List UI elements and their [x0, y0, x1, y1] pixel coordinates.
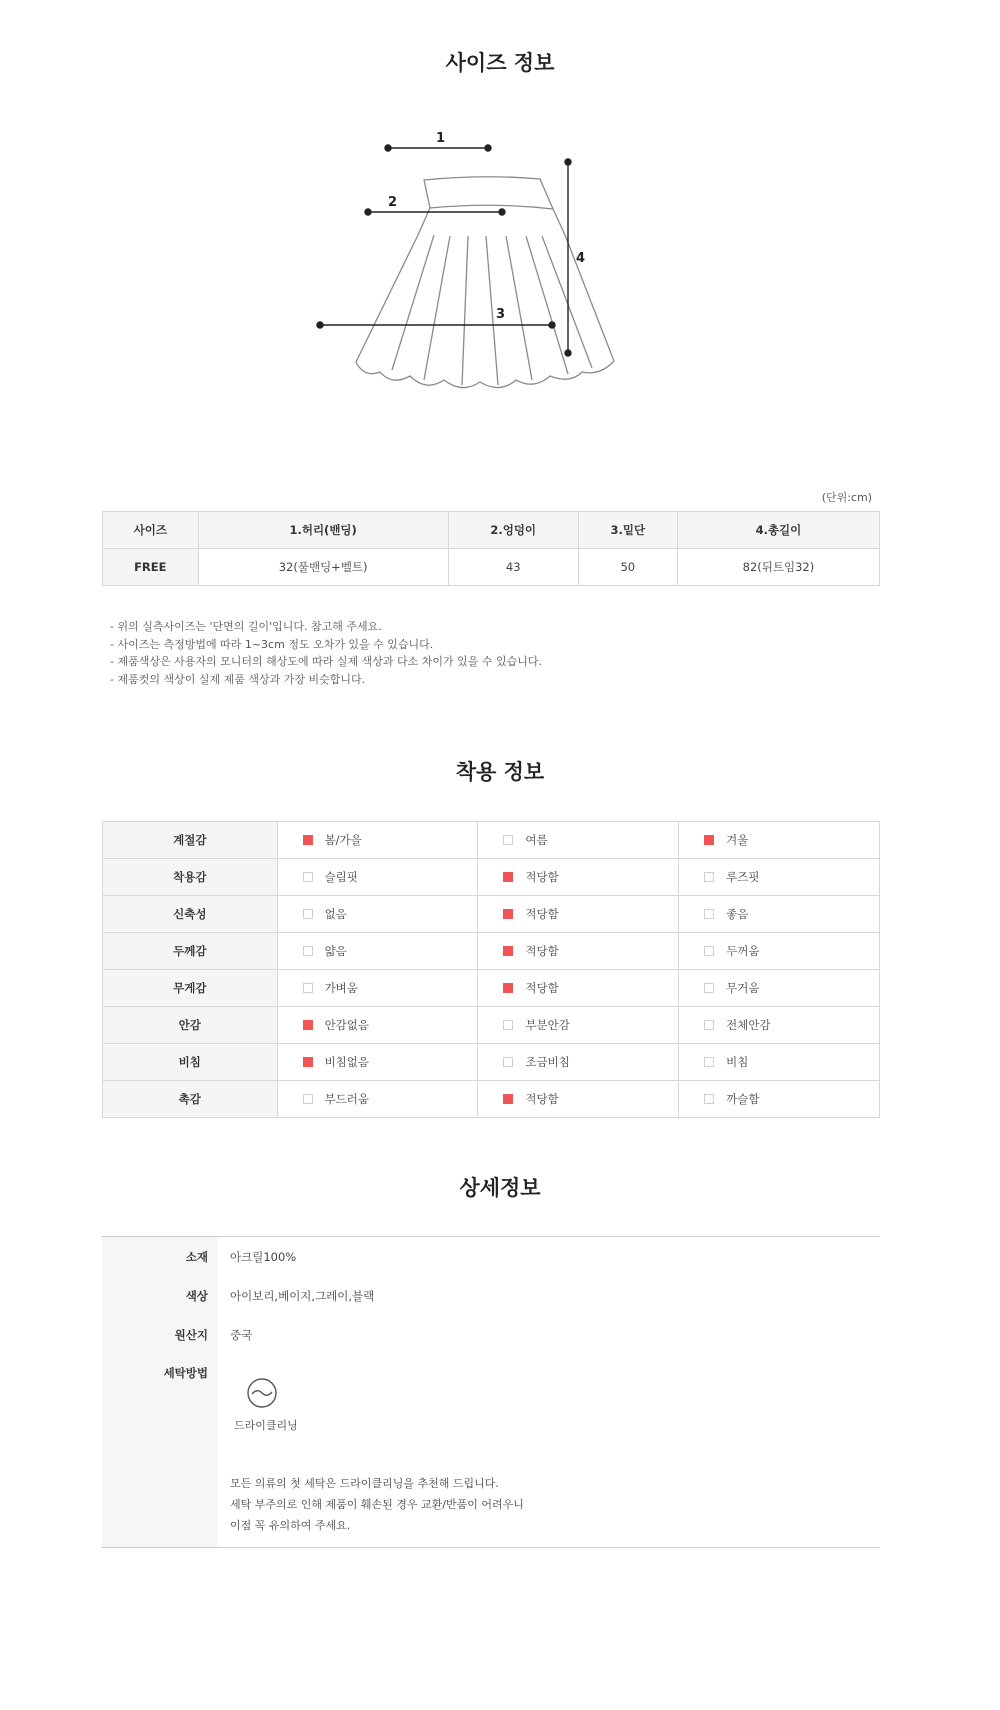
fit-option	[679, 896, 880, 933]
fit-option	[277, 1044, 478, 1081]
fit-option	[679, 933, 880, 970]
size-header-cell: 2.엉덩이	[448, 512, 578, 549]
measure-label-1: 1	[436, 131, 446, 146]
dry-cleaning-label: 드라이클리닝	[234, 1419, 298, 1432]
fit-option	[277, 859, 478, 896]
fit-option	[277, 1007, 478, 1044]
fit-category: 촉감	[103, 1081, 278, 1118]
fit-option-label: 적당함	[525, 907, 559, 921]
fit-row	[103, 822, 880, 859]
fit-option	[679, 1007, 880, 1044]
fit-option	[277, 970, 478, 1007]
unchecked-box-icon	[303, 946, 313, 956]
checked-box-icon	[503, 872, 513, 882]
checked-box-icon	[303, 1057, 313, 1067]
size-table	[102, 511, 880, 586]
checked-box-icon	[503, 1094, 513, 1104]
unchecked-box-icon	[503, 835, 513, 845]
measurement-lines	[317, 145, 571, 356]
color-value: 아이보리,베이지,그레이,블랙	[230, 1289, 375, 1303]
fit-option	[277, 1081, 478, 1118]
fit-option	[679, 970, 880, 1007]
fit-option-label: 비침없음	[324, 1055, 370, 1069]
detail-label-column	[102, 1237, 218, 1547]
size-header-cell: 3.밑단	[578, 512, 677, 549]
wash-notes	[230, 1473, 524, 1536]
wash-note-line: 세탁 부주의로 인해 제품이 훼손된 경우 교환/반품이 어려우니	[230, 1498, 524, 1511]
unchecked-box-icon	[503, 1020, 513, 1030]
note-item: - 사이즈는 측정방법에 따라 1~3cm 정도 오차가 있을 수 있습니다.	[110, 637, 434, 651]
material-value: 아크릴100%	[230, 1250, 297, 1264]
fit-row	[103, 859, 880, 896]
origin-value: 중국	[230, 1328, 253, 1342]
size-table-header	[103, 512, 880, 549]
fit-option-label: 가벼움	[324, 981, 358, 995]
checked-box-icon	[303, 835, 313, 845]
size-header-cell: 1.허리(밴딩)	[198, 512, 448, 549]
fit-option-label: 슬림핏	[324, 870, 358, 884]
unchecked-box-icon	[303, 1094, 313, 1104]
origin-label: 원산지	[174, 1328, 208, 1342]
fit-option	[277, 933, 478, 970]
fit-option	[478, 1044, 679, 1081]
fit-option	[478, 1007, 679, 1044]
fit-row	[103, 933, 880, 970]
fit-option-label: 적당함	[525, 944, 559, 958]
wash-note-line: 이점 꼭 유의하여 주세요.	[230, 1519, 351, 1532]
fit-option-label: 까슬함	[726, 1092, 760, 1106]
size-notes	[110, 618, 542, 688]
fit-row	[103, 1081, 880, 1118]
fit-option	[478, 896, 679, 933]
checked-box-icon	[503, 946, 513, 956]
checked-box-icon	[704, 835, 714, 845]
fit-category: 무게감	[103, 970, 278, 1007]
measure-label-3: 3	[496, 307, 506, 322]
unchecked-box-icon	[704, 983, 714, 993]
wash-label: 세탁방법	[163, 1366, 208, 1380]
unchecked-box-icon	[704, 1057, 714, 1067]
fit-option	[478, 970, 679, 1007]
fit-option-label: 전체안감	[726, 1018, 771, 1032]
fit-option	[679, 822, 880, 859]
unchecked-box-icon	[704, 1094, 714, 1104]
note-item: - 제품컷의 색상이 실제 제품 색상과 가장 비슷합니다.	[110, 672, 366, 686]
size-section-title: 사이즈 정보	[445, 51, 555, 75]
wash-note-line: 모든 의류의 첫 세탁은 드라이클리닝을 추천해 드립니다.	[230, 1477, 499, 1490]
fit-option-label: 적당함	[525, 981, 559, 995]
detail-section-title: 상세정보	[459, 1176, 541, 1200]
dry-cleaning-icon	[246, 1377, 278, 1409]
skirt-measurement-diagram	[330, 131, 660, 400]
size-header-cell: 4.총길이	[677, 512, 879, 549]
fit-option-label: 겨울	[726, 833, 749, 847]
fit-option	[478, 822, 679, 859]
fit-option-label: 안감없음	[324, 1018, 370, 1032]
fit-option	[679, 1044, 880, 1081]
fit-option-label: 조금비침	[525, 1055, 570, 1069]
fit-row	[103, 896, 880, 933]
note-item: - 제품색상은 사용자의 모니터의 해상도에 따라 실제 색상과 다소 차이가 있을 수 있습니다.	[110, 655, 542, 668]
unchecked-box-icon	[303, 909, 313, 919]
fit-option-label: 봄/가을	[324, 833, 362, 847]
size-cell: 82(뒤트임32)	[677, 549, 879, 586]
fit-option	[679, 859, 880, 896]
checked-box-icon	[503, 909, 513, 919]
fit-option-label: 적당함	[525, 870, 559, 884]
size-cell: 32(풀밴딩+벨트)	[198, 549, 448, 586]
unchecked-box-icon	[303, 872, 313, 882]
fit-option-label: 없음	[324, 907, 347, 921]
size-cell: FREE	[103, 549, 199, 586]
unchecked-box-icon	[303, 983, 313, 993]
unchecked-box-icon	[704, 909, 714, 919]
fit-option-label: 여름	[525, 833, 548, 847]
fit-row	[103, 1044, 880, 1081]
color-label: 색상	[185, 1289, 208, 1303]
fit-option	[679, 1081, 880, 1118]
fit-category: 비침	[103, 1044, 278, 1081]
fit-option	[277, 822, 478, 859]
fit-option-label: 얇음	[324, 944, 347, 958]
unchecked-box-icon	[503, 1057, 513, 1067]
fit-option-label: 루즈핏	[726, 870, 760, 884]
checked-box-icon	[303, 1020, 313, 1030]
fit-category: 착용감	[103, 859, 278, 896]
unit-label: (단위:cm)	[821, 491, 872, 504]
fit-category: 계절감	[103, 822, 278, 859]
unchecked-box-icon	[704, 946, 714, 956]
fit-option	[478, 933, 679, 970]
fit-option	[478, 859, 679, 896]
fit-option-label: 비침	[726, 1055, 749, 1069]
fit-option-label: 좋음	[726, 907, 749, 921]
fit-table	[102, 821, 880, 1118]
size-table-row	[103, 549, 880, 586]
detail-table	[102, 1236, 880, 1548]
fit-row	[103, 970, 880, 1007]
fit-category: 신축성	[103, 896, 278, 933]
size-cell: 43	[448, 549, 578, 586]
fit-option-label: 부분안감	[525, 1018, 570, 1032]
fit-category: 안감	[103, 1007, 278, 1044]
note-item: - 위의 실측사이즈는 '단면의 길이'입니다. 참고해 주세요.	[110, 620, 382, 633]
fit-category: 두께감	[103, 933, 278, 970]
material-label: 소재	[185, 1250, 208, 1264]
checked-box-icon	[503, 983, 513, 993]
fit-option	[478, 1081, 679, 1118]
size-cell: 50	[578, 549, 677, 586]
measure-label-4: 4	[576, 251, 586, 266]
fit-option-label: 부드러움	[324, 1092, 370, 1106]
fit-option-label: 두꺼움	[726, 944, 760, 958]
fit-option	[277, 896, 478, 933]
size-header-cell: 사이즈	[103, 512, 199, 549]
unchecked-box-icon	[704, 872, 714, 882]
fit-option-label: 무거움	[726, 981, 760, 995]
fit-option-label: 적당함	[525, 1092, 559, 1106]
fit-section-title: 착용 정보	[455, 760, 545, 784]
measure-label-2: 2	[388, 195, 398, 210]
unchecked-box-icon	[704, 1020, 714, 1030]
fit-row	[103, 1007, 880, 1044]
